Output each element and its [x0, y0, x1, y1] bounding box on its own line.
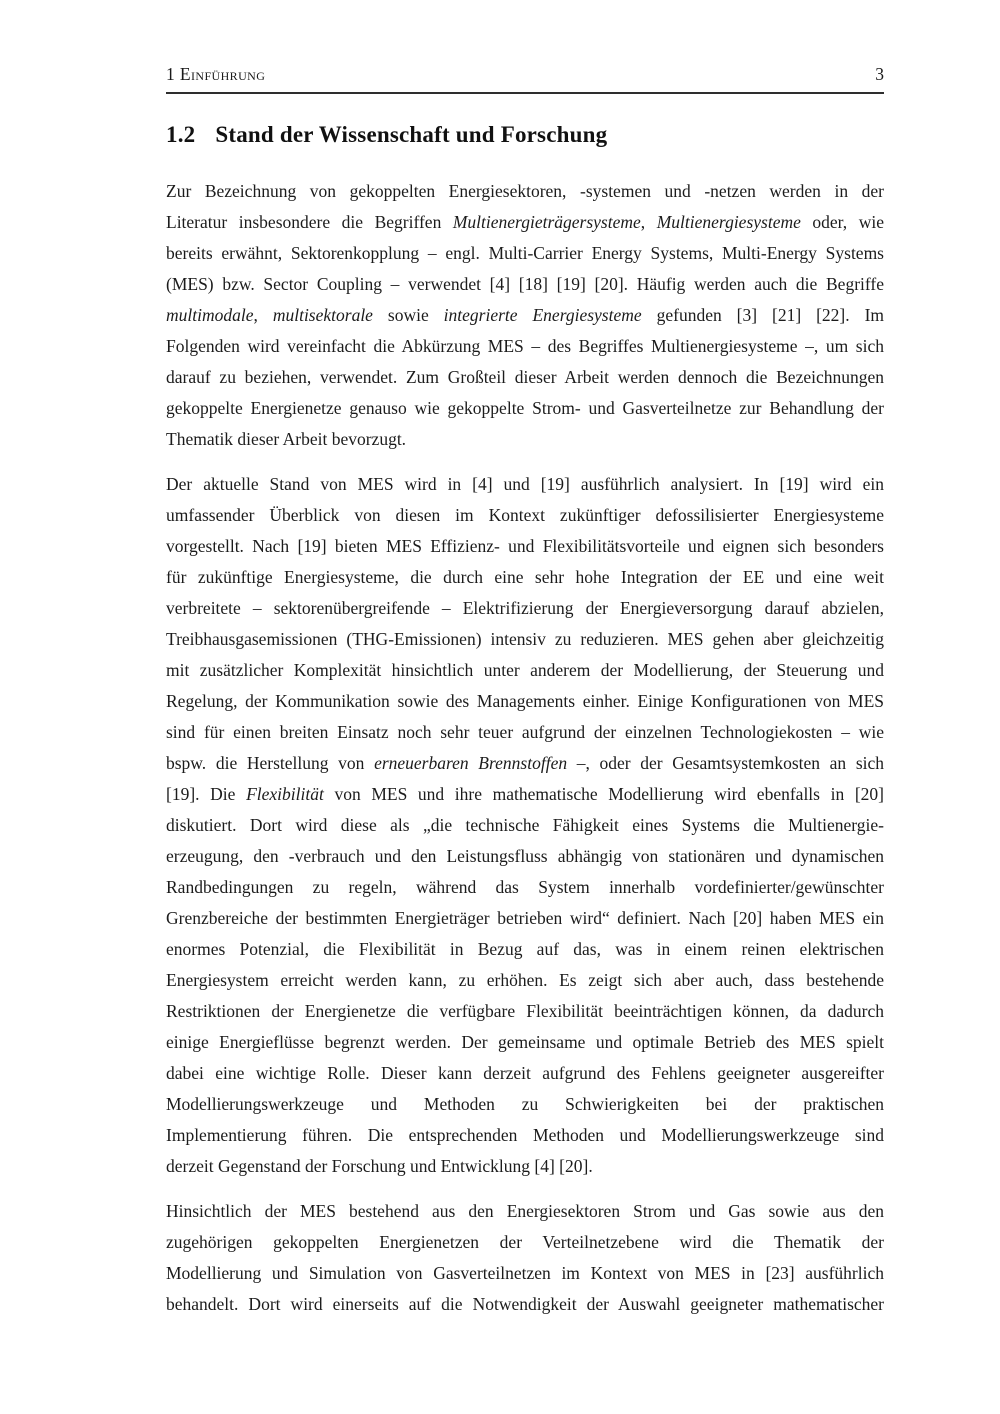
text-line: bspw. die Herstellung von erneuerbaren Brennstoffen –, oder der Gesamtsystemkosten an sich: [166, 753, 885, 773]
text-line: darauf zu beziehen, verwendet. Zum Großteil dieser Arbeit werden dennoch die Bezeichnungen: [166, 367, 884, 387]
text-line: vorgestellt. Nach [19] bieten MES Effizienz- und Flexibilitätsvorteile und eignen sich besonders: [166, 536, 884, 556]
text-line: verbreitete – sektorenübergreifende – Elektrifizierung der Energieversorgung darauf abzielen,: [166, 598, 884, 618]
text-line: umfassender Überblick von diesen im Kontext zukünftiger defossilisierter Energiesysteme: [166, 505, 884, 525]
text-line: Randbedingungen zu regeln, während das System innerhalb vordefinierter/gewünschter: [166, 877, 884, 897]
text-line: Thematik dieser Arbeit bevorzugt.: [166, 429, 407, 449]
text-line: bereits erwähnt, Sektorenkopplung – engl. Multi-Carrier Energy Systems, Multi-Energy Systems: [166, 243, 884, 263]
text-line: Hinsichtlich der MES bestehend aus den Energiesektoren Strom und Gas sowie aus den: [166, 1201, 884, 1221]
section-heading: [166, 122, 884, 148]
text-line: behandelt. Dort wird einerseits auf die Notwendigkeit der Auswahl geeigneter mathematischer: [166, 1294, 884, 1314]
section-number: 1.2: [166, 122, 196, 147]
text-line: Restriktionen der Energienetze die verfügbare Flexibilität beeinträchtigen können, da dadurch: [166, 1001, 884, 1021]
page-header: [166, 64, 884, 94]
text-line: enormes Potenzial, die Flexibilität in Bezug auf das, was in einem reinen elektrischen: [166, 939, 884, 959]
section-title: Stand der Wissenschaft und Forschung: [215, 122, 608, 147]
italic-term: Multienergieträgersysteme: [452, 212, 641, 232]
text-line: diskutiert. Dort wird diese als „die technische Fähigkeit eines Systems die Multienergie-: [166, 815, 884, 835]
paragraph: [166, 1196, 884, 1320]
text-line: (MES) bzw. Sector Coupling – verwendet [4] [18] [19] [20]. Häufig werden auch die Begriffe: [166, 274, 884, 294]
italic-term: multisektorale: [272, 305, 373, 325]
text-line: [19]. Die Flexibilität von MES und ihre mathematische Modellierung wird ebenfalls in [20]: [166, 784, 884, 804]
body-text: [166, 176, 884, 1320]
text-line: einige Energieflüsse begrenzt werden. Der gemeinsame und optimale Betrieb des MES spielt: [166, 1032, 884, 1052]
text-line: gekoppelte Energienetze genauso wie gekoppelte Strom- und Gasverteilnetze zur Behandlung der: [166, 398, 884, 418]
text-line: Der aktuelle Stand von MES wird in [4] und [19] ausführlich analysiert. In [19] wird ein: [166, 474, 884, 494]
text-line: Energiesystem erreicht werden kann, zu erhöhen. Es zeigt sich aber auch, dass bestehende: [166, 970, 884, 990]
italic-term: integrierte Energiesysteme: [443, 305, 642, 325]
text-line: Modellierungswerkzeuge und Methoden zu Schwierigkeiten bei der praktischen: [166, 1094, 884, 1114]
text-line: Folgenden wird vereinfacht die Abkürzung MES – des Begriffes Multienergiesysteme –, um sich: [166, 336, 884, 356]
running-head: 1 Einführung: [166, 64, 266, 84]
paragraph: [166, 176, 884, 455]
paragraph: [166, 469, 884, 1182]
text-line: derzeit Gegenstand der Forschung und Entwicklung [4] [20].: [166, 1156, 593, 1176]
page-number: 3: [875, 64, 884, 84]
text-line: mit zusätzlicher Komplexität hinsichtlich unter anderem der Modellierung, der Steuerung und: [166, 660, 884, 680]
text-line: sind für einen breiten Einsatz noch sehr teuer aufgrund der einzelnen Technologiekosten – wie: [166, 722, 884, 742]
italic-term: multimodale: [166, 305, 254, 325]
text-line: Modellierung und Simulation von Gasverteilnetzen im Kontext von MES in [23] ausführlich: [166, 1263, 884, 1283]
text-line: Implementierung führen. Die entsprechenden Methoden und Modellierungswerkzeuge sind: [166, 1125, 884, 1145]
text-line: multimodale, multisektorale sowie integrierte Energiesysteme gefunden [3] [21] [22]. Im: [166, 305, 885, 325]
text-line: für zukünftige Energiesysteme, die durch eine sehr hohe Integration der EE und eine weit: [166, 567, 884, 587]
text-line: Treibhausgasemissionen (THG-Emissionen) intensiv zu reduzieren. MES gehen aber gleichzeitig: [166, 629, 884, 649]
text-line: dabei eine wichtige Rolle. Dieser kann derzeit aufgrund des Fehlens geeigneter ausgereifter: [166, 1063, 884, 1083]
italic-term: Multienergiesysteme: [656, 212, 801, 232]
text-line: erzeugung, den -verbrauch und den Leistungsfluss abhängig von stationären und dynamischen: [166, 846, 884, 866]
text-line: Zur Bezeichnung von gekoppelten Energiesektoren, -systemen und -netzen werden in der: [166, 181, 884, 201]
text-line: Regelung, der Kommunikation sowie des Managements einher. Einige Konfigurationen von MES: [166, 691, 884, 711]
italic-term: Flexibilität: [246, 784, 324, 804]
text-line: Grenzbereiche der bestimmten Energieträger betrieben wird“ definiert. Nach [20] haben MES ein: [166, 908, 884, 928]
text-line: zugehörigen gekoppelten Energienetzen der Verteilnetzebene wird die Thematik der: [166, 1232, 884, 1252]
italic-term: erneuerbaren Brennstoffen: [374, 753, 568, 773]
text-line: Literatur insbesondere die Begriffen Multienergieträgersysteme, Multienergiesysteme oder, wie: [166, 212, 884, 232]
